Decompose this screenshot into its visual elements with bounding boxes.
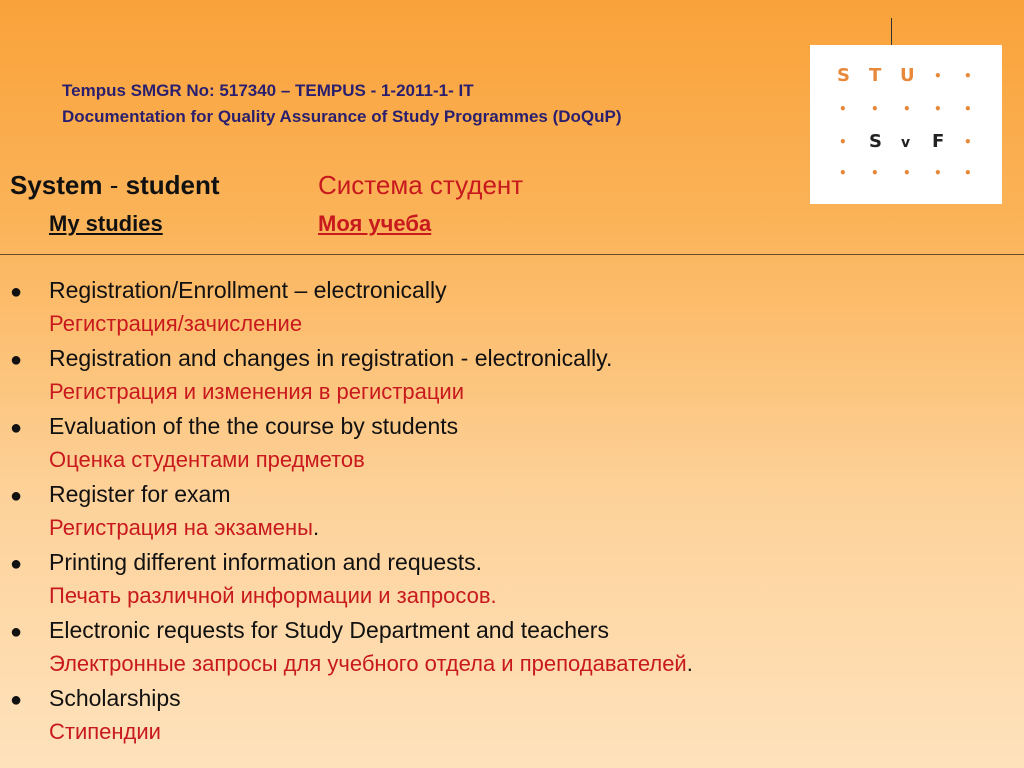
header-line-2: Documentation for Quality Assurance of Study Programmes (DoQuP) (62, 107, 622, 126)
item-text-en: Registration and changes in registration - electronically. (49, 345, 613, 371)
item-text-ru (49, 515, 319, 541)
bullet-icon: ● (10, 689, 23, 711)
logo-dot: • (839, 135, 847, 149)
item-ru-main: Оценка студентами предметов (49, 447, 365, 472)
item-text-ru (49, 719, 161, 745)
list-item (0, 277, 1024, 345)
item-text-en: Register for exam (49, 481, 231, 507)
slide-title-en (10, 170, 220, 201)
item-text-ru (49, 379, 464, 405)
item-text-ru (49, 311, 302, 337)
logo-letter: F (932, 131, 945, 152)
item-ru-tail: . (312, 515, 320, 540)
title-word-student: student (125, 170, 220, 200)
bullet-icon: ● (10, 349, 23, 371)
logo-dot: • (903, 166, 911, 180)
logo-dot: • (871, 102, 879, 116)
bullet-icon: ● (10, 621, 23, 643)
item-text-ru (49, 583, 497, 609)
logo-letter: U (900, 65, 915, 86)
bullet-icon: ● (10, 281, 23, 303)
logo-letter: S (869, 131, 882, 152)
logo-dot: • (934, 166, 942, 180)
item-text-en: Evaluation of the the course by students (49, 413, 459, 439)
item-text-ru (49, 651, 693, 677)
logo-letter: T (869, 65, 882, 86)
logo-dot: • (903, 102, 911, 116)
item-text-en: Registration/Enrollment – electronically (49, 277, 447, 303)
logo-dot: • (839, 102, 847, 116)
item-ru-main: Регистрация на экзамены (49, 515, 313, 540)
logo-letter: S (837, 65, 850, 86)
bullet-list (0, 277, 1024, 753)
item-text-en: Printing different information and requests. (49, 549, 482, 575)
stu-svf-logo (810, 45, 1002, 204)
list-item (0, 549, 1024, 617)
item-ru-main: Стипендии (49, 719, 161, 744)
subtitle-ru: Моя учеба (318, 211, 432, 236)
logo-dot: • (964, 69, 972, 83)
title-separator: - (102, 170, 126, 200)
item-text-en: Electronic requests for Study Department and teachers (49, 617, 609, 643)
header-line-1: Tempus SMGR No: 517340 – TEMPUS - 1-2011-1- IT (62, 81, 474, 100)
logo-dot: • (964, 102, 972, 116)
slide-title-ru: Система студент (318, 170, 524, 200)
slide-header (62, 78, 622, 130)
logo-divider (891, 18, 892, 46)
logo-dot: • (871, 166, 879, 180)
logo-letter: v (901, 135, 911, 151)
logo-dot: • (964, 166, 972, 180)
bullet-icon: ● (10, 485, 23, 507)
item-text-en: Scholarships (49, 685, 181, 711)
logo-dot: • (839, 166, 847, 180)
item-ru-main: Печать различной информации и запросов. (49, 583, 497, 608)
list-item (0, 481, 1024, 549)
item-ru-main: Электронные запросы для учебного отдела и преподавателей (49, 651, 687, 676)
item-ru-tail: . (686, 651, 693, 676)
bullet-icon: ● (10, 553, 23, 575)
list-item (0, 685, 1024, 753)
logo-dot: • (964, 135, 972, 149)
item-text-ru (49, 447, 365, 473)
header-divider (0, 254, 1024, 255)
bullet-icon: ● (10, 417, 23, 439)
title-word-system: System (10, 170, 103, 200)
logo-dot: • (934, 69, 942, 83)
list-item (0, 345, 1024, 413)
list-item (0, 617, 1024, 685)
logo-dot: • (934, 102, 942, 116)
list-item (0, 413, 1024, 481)
item-ru-main: Регистрация/зачисление (49, 311, 303, 336)
item-ru-main: Регистрация и изменения в регистрации (49, 379, 465, 404)
subtitle-en: My studies (49, 211, 163, 236)
